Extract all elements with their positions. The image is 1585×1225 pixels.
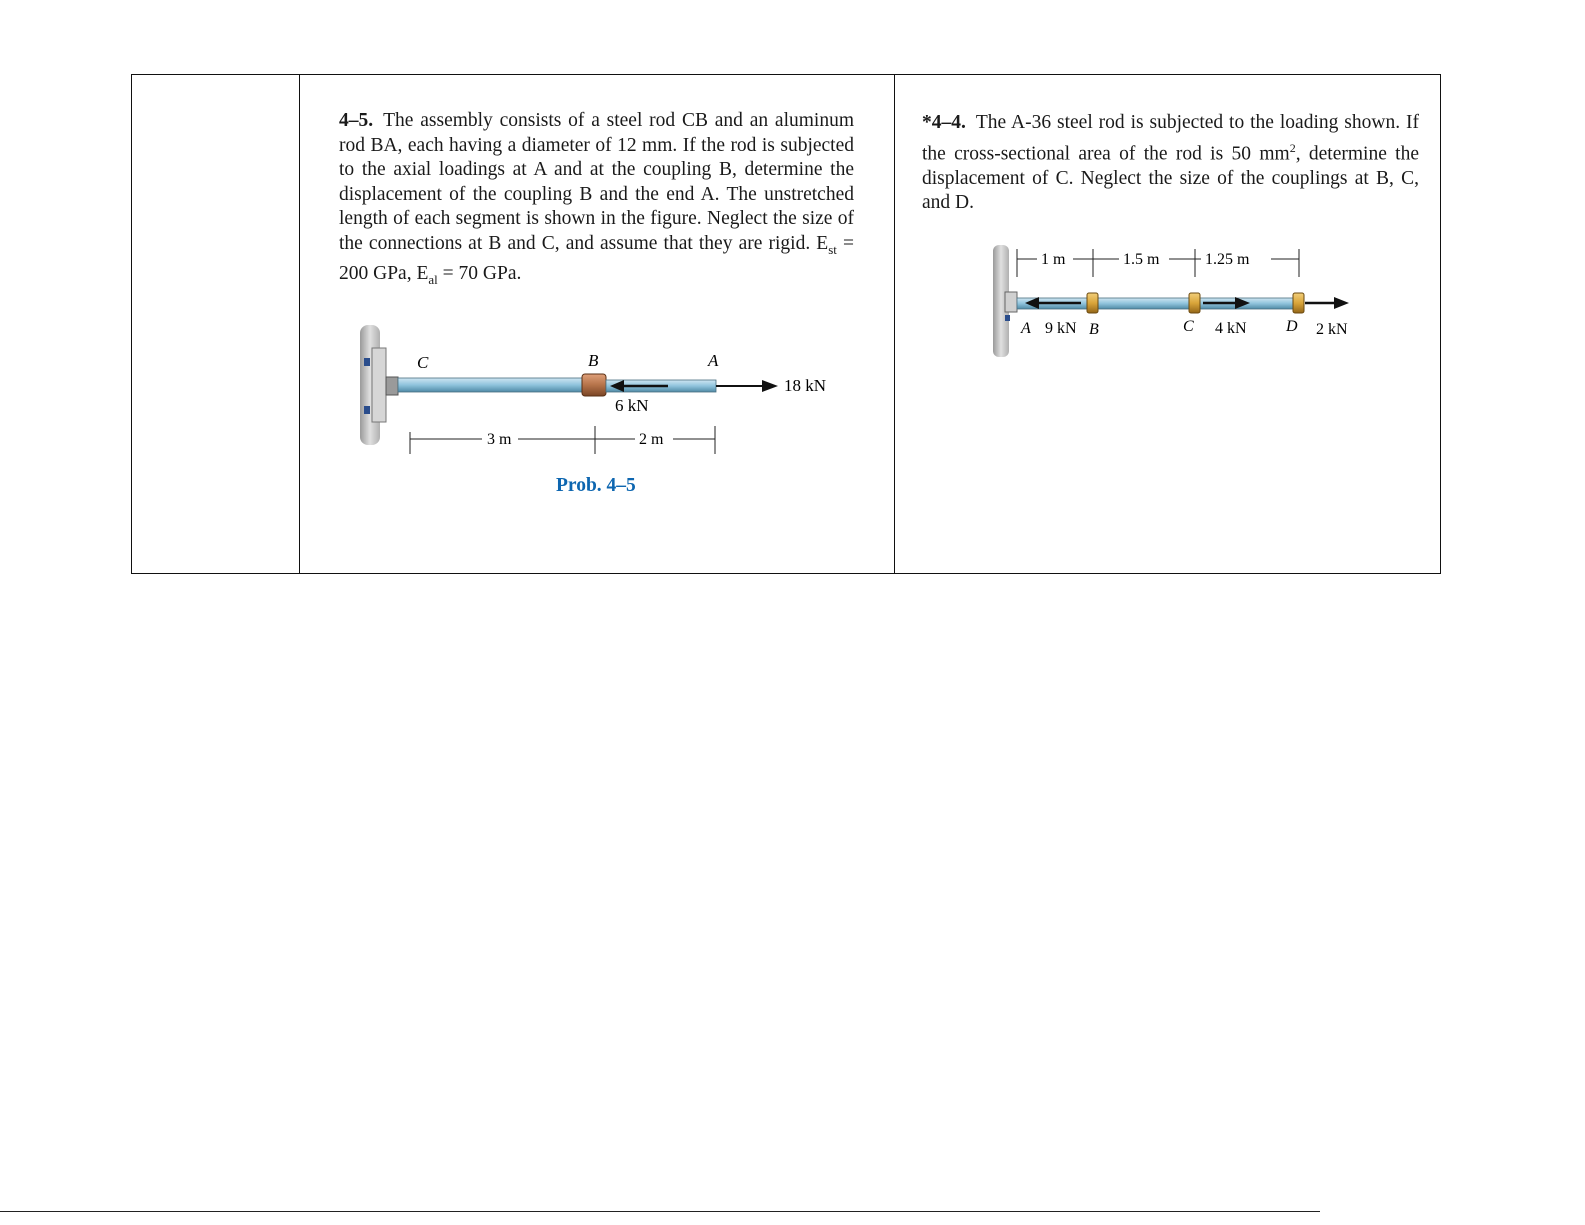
dim-3m: 3 m [487, 431, 512, 448]
coupling-b [582, 374, 606, 396]
problem-text-2: , determine the displacement of C. Neglect the size of the couplings at B, C, and D. [922, 143, 1420, 213]
problem-4-4-cell [895, 75, 1440, 573]
problem-4-5-statement [339, 109, 854, 292]
dim-1m: 1 m [1041, 251, 1066, 268]
arrow-18kN-icon [762, 380, 778, 392]
coupling-c [1189, 293, 1200, 313]
load-9kN: 9 kN [1045, 320, 1077, 337]
load-6kN: 6 kN [615, 396, 649, 415]
rod-assembly-figure [360, 320, 840, 460]
bolt-bottom-icon [364, 406, 370, 414]
footer-rule [0, 1211, 1320, 1212]
e-al-value: = 70 GPa. [437, 262, 522, 284]
label-c: C [1183, 318, 1194, 335]
coupling-d [1293, 293, 1304, 313]
label-d: D [1286, 318, 1298, 335]
problem-4-5-cell [300, 75, 895, 573]
dim-1-25m: 1.25 m [1205, 251, 1250, 268]
bolt-icon [1005, 315, 1010, 321]
label-b: B [588, 351, 599, 370]
e-st-value: = 200 GPa, E [339, 232, 854, 284]
label-a: A [1021, 320, 1031, 337]
coupling-b [1087, 293, 1098, 313]
steel-rod-figure [985, 237, 1375, 362]
load-18kN: 18 kN [784, 376, 827, 395]
subscript-al: al [428, 271, 438, 287]
empty-cell [132, 75, 300, 573]
problem-text: The assembly consists of a steel rod CB and an aluminum rod BA, each having a diameter of 12 mm. If the rod is subjected to the axial loadings at A and at the coupling B, determine the displacement of the coupling B and the end A. The unstretched length of each segment is shown in the figure. Neglect the size of the connections at B and C, and assume that they are rigid. E [339, 110, 854, 254]
superscript-2: 2 [1289, 140, 1296, 155]
problem-number: 4–5. [339, 110, 374, 131]
problem-number: *4–4. [922, 112, 966, 133]
dim-1-5m: 1.5 m [1123, 251, 1160, 268]
subscript-st: st [828, 241, 837, 257]
load-4kN: 4 kN [1215, 320, 1247, 337]
load-2kN: 2 kN [1316, 321, 1348, 338]
bolt-top-icon [364, 358, 370, 366]
label-a: A [708, 351, 719, 370]
dim-2m: 2 m [639, 431, 664, 448]
label-c: C [417, 353, 429, 372]
problems-table [131, 74, 1441, 574]
steel-rod-cb [398, 378, 582, 392]
problem-4-4-statement [922, 111, 1419, 216]
label-b: B [1089, 321, 1099, 338]
figure-caption: Prob. 4–5 [556, 475, 636, 496]
problem-text-1: The A-36 steel rod is subjected to the loading shown. If the cross-sectional area of the rod is 50 mm [922, 112, 1419, 164]
arrow-2kN-icon [1334, 297, 1349, 309]
